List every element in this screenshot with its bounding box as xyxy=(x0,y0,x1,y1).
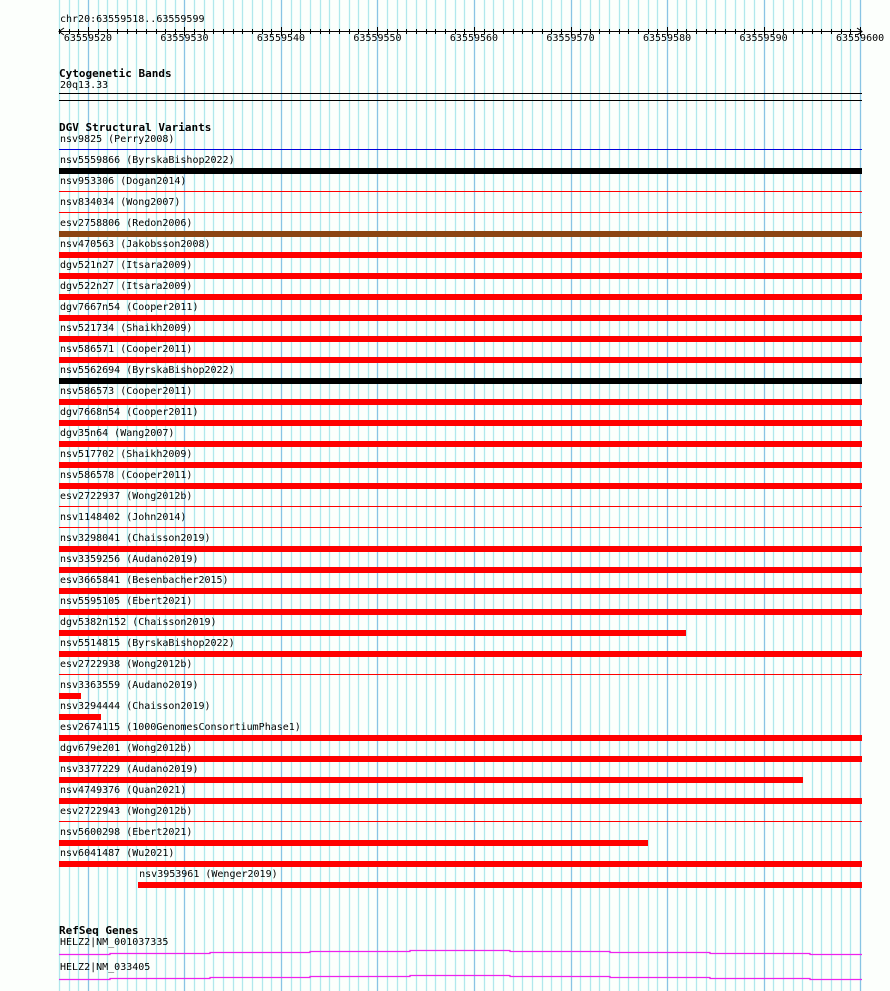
variant-label[interactable]: esv2722937 (Wong2012b) xyxy=(60,491,193,502)
variant-label[interactable]: nsv6041487 (Wu2021) xyxy=(60,848,175,859)
gene-model-line[interactable] xyxy=(59,951,862,955)
variant-label[interactable]: nsv586571 (Cooper2011) xyxy=(60,344,193,355)
variant-label[interactable]: esv2758806 (Redon2006) xyxy=(60,218,193,229)
ruler-tick-label: 63559600 xyxy=(835,33,885,44)
variant-label[interactable]: nsv834034 (Wong2007) xyxy=(60,197,181,208)
variant-label[interactable]: nsv517702 (Shaikh2009) xyxy=(60,449,193,460)
variant-label[interactable]: dgv679e201 (Wong2012b) xyxy=(60,743,193,754)
gene-label[interactable]: HELZ2|NM_001037335 xyxy=(60,937,169,948)
variant-label[interactable]: nsv4749376 (Quan2021) xyxy=(60,785,187,796)
variant-label[interactable]: nsv3359256 (Audano2019) xyxy=(60,554,199,565)
variant-label[interactable]: nsv521734 (Shaikh2009) xyxy=(60,323,193,334)
variant-label[interactable]: nsv5559866 (ByrskaBishop2022) xyxy=(60,155,235,166)
variant-label[interactable]: dgv5382n152 (Chaisson2019) xyxy=(60,617,217,628)
ruler-tick-label: 63559540 xyxy=(256,33,306,44)
variant-label[interactable]: dgv35n64 (Wang2007) xyxy=(60,428,175,439)
variant-label[interactable]: nsv3363559 (Audano2019) xyxy=(60,680,199,691)
ruler-tick-label: 63559570 xyxy=(546,33,595,44)
ruler-tick-label: 63559550 xyxy=(353,33,402,44)
variant-label[interactable]: nsv586578 (Cooper2011) xyxy=(60,470,193,481)
location-label: chr20:63559518..63559599 xyxy=(60,14,205,25)
variant-label[interactable]: dgv7667n54 (Cooper2011) xyxy=(60,302,199,313)
ruler-tick-label: 63559520 xyxy=(63,33,113,44)
variant-label[interactable]: nsv470563 (Jakobsson2008) xyxy=(60,239,211,250)
variant-label[interactable]: nsv953306 (Dogan2014) xyxy=(60,176,187,187)
variant-label[interactable]: nsv1148402 (John2014) xyxy=(60,512,187,523)
variant-label[interactable]: nsv5595105 (Ebert2021) xyxy=(60,596,193,607)
ruler-tick-label: 63559580 xyxy=(642,33,692,44)
variant-label[interactable]: nsv3377229 (Audano2019) xyxy=(60,764,199,775)
variant-label[interactable]: nsv3953961 (Wenger2019) xyxy=(139,869,278,880)
variant-label[interactable]: nsv9825 (Perry2008) xyxy=(60,134,175,145)
variant-label[interactable]: nsv586573 (Cooper2011) xyxy=(60,386,193,397)
cytoband-label[interactable]: 20q13.33 xyxy=(60,80,109,91)
variant-label[interactable]: dgv521n27 (Itsara2009) xyxy=(60,260,193,271)
variant-label[interactable]: nsv5562694 (ByrskaBishop2022) xyxy=(60,365,235,376)
gene-label[interactable]: HELZ2|NM_033405 xyxy=(60,962,151,973)
variant-label[interactable]: esv2722943 (Wong2012b) xyxy=(60,806,193,817)
dgv-track-title[interactable]: DGV Structural Variants xyxy=(59,121,212,134)
refseq-track-title[interactable]: RefSeq Genes xyxy=(59,924,139,937)
ruler-tick-label: 63559530 xyxy=(160,33,209,44)
ruler-tick-label: 63559560 xyxy=(449,33,499,44)
variant-label[interactable]: dgv7668n54 (Cooper2011) xyxy=(60,407,199,418)
variant-label[interactable]: esv3665841 (Besenbacher2015) xyxy=(60,575,229,586)
variant-label[interactable]: nsv5514815 (ByrskaBishop2022) xyxy=(60,638,235,649)
variant-label[interactable]: esv2722938 (Wong2012b) xyxy=(60,659,193,670)
variant-label[interactable]: dgv522n27 (Itsara2009) xyxy=(60,281,193,292)
variant-label[interactable]: nsv5600298 (Ebert2021) xyxy=(60,827,193,838)
gene-model-line[interactable] xyxy=(59,976,862,980)
cytoband-track-title[interactable]: Cytogenetic Bands xyxy=(59,67,172,80)
variant-label[interactable]: nsv3298041 (Chaisson2019) xyxy=(60,533,211,544)
variant-label[interactable]: esv2674115 (1000GenomesConsortiumPhase1) xyxy=(60,722,301,733)
variant-label[interactable]: nsv3294444 (Chaisson2019) xyxy=(60,701,211,712)
ruler-tick-label: 63559590 xyxy=(739,33,788,44)
